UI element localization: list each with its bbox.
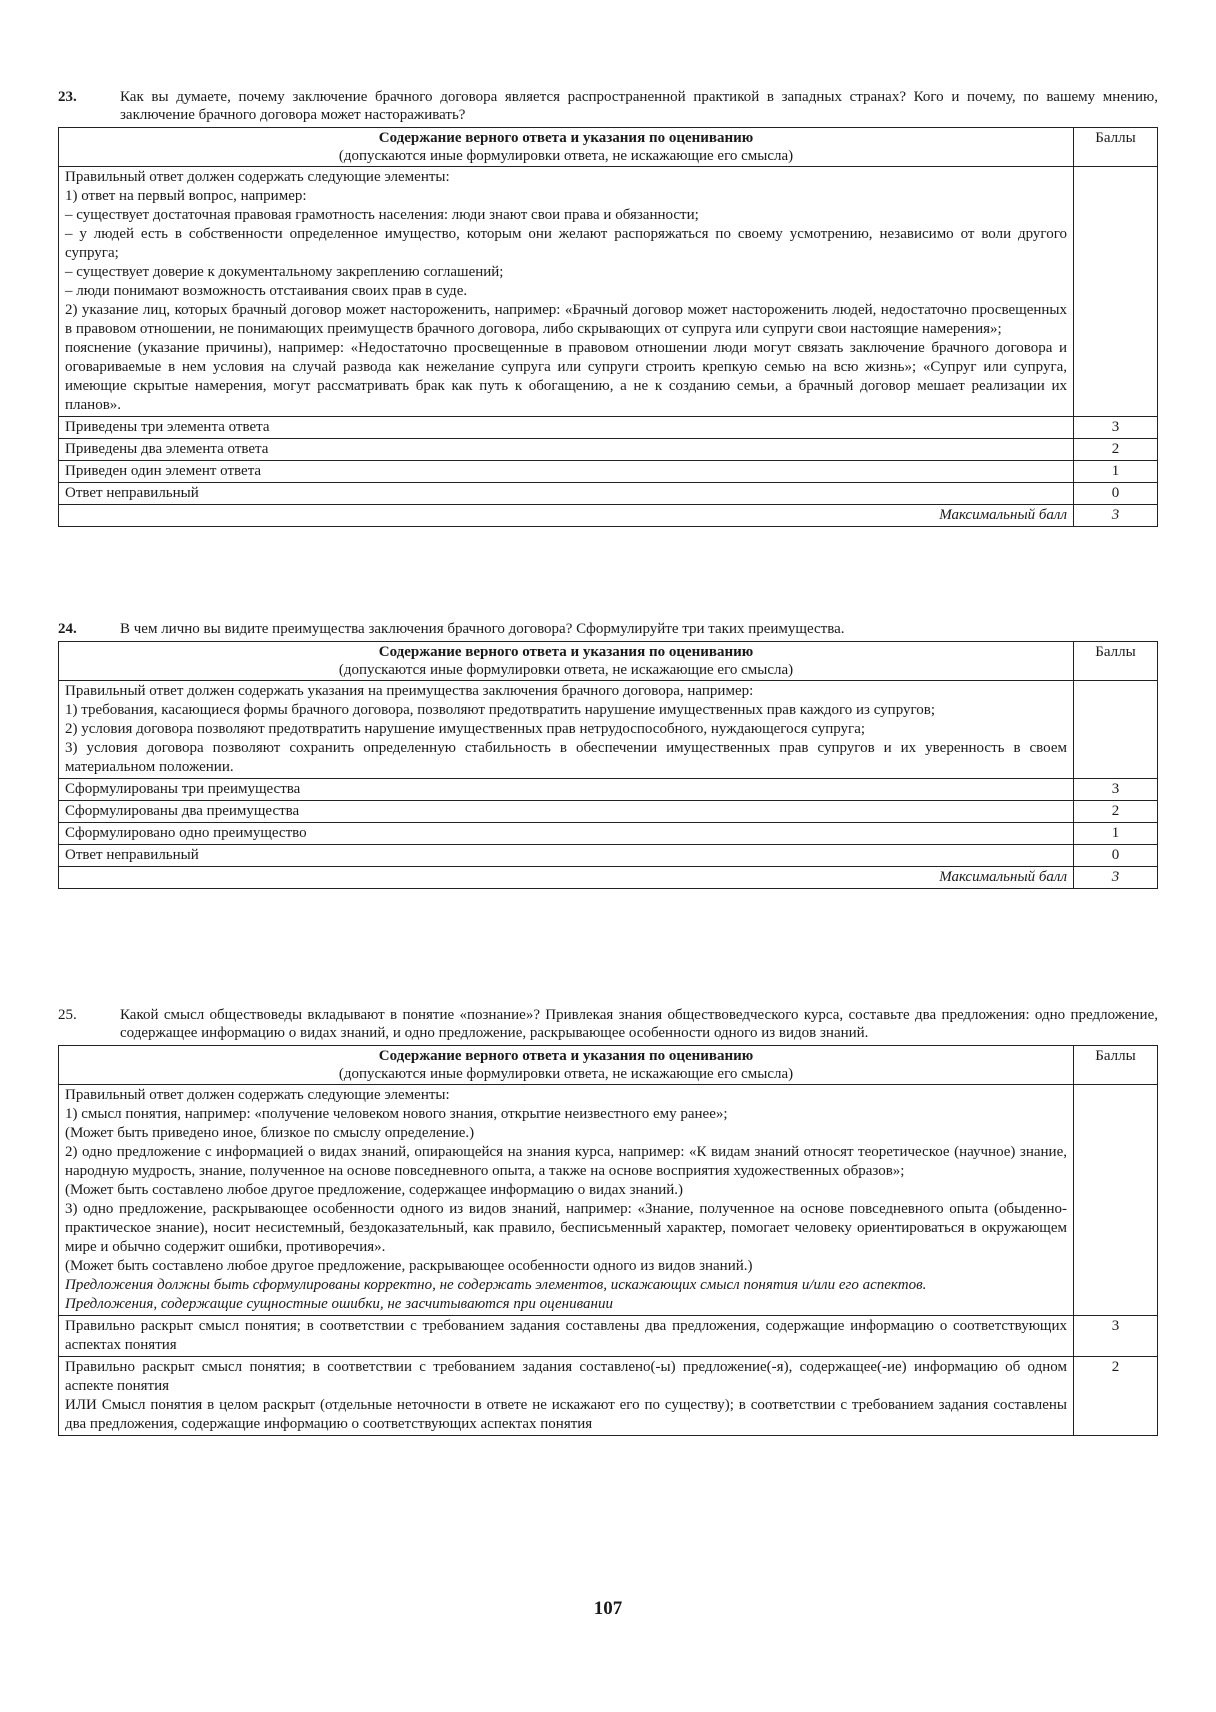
answer-line: (Может быть составлено любое другое предложение, раскрывающее особенности одного из видов знаний.) bbox=[65, 1258, 753, 1274]
criterion-score: 0 bbox=[1074, 483, 1158, 505]
answer-row bbox=[59, 681, 1158, 779]
question-25 bbox=[58, 1006, 1158, 1436]
points-header: Баллы bbox=[1074, 1046, 1158, 1085]
question-header bbox=[58, 88, 1158, 124]
max-score-label: Максимальный балл bbox=[59, 867, 1074, 889]
content-title: Содержание верного ответа и указания по оцениванию bbox=[378, 1048, 754, 1064]
content-note: (допускаются иные формулировки ответа, не искажающие его смысла) bbox=[338, 148, 794, 164]
answer-row bbox=[59, 1085, 1158, 1316]
answer-line: пояснение (указание причины), например: «Недостаточно просвещенные в правовом отношении люди могут связать заключение брачного договора и оговариваемые в нем условия на случай развода как нежелание супруга или супруги строить крепкую семью на всю жизнь»; «Супруг или супруга, имеющие скрытые намерения, могут рассматривать брак как путь к обогащению, а не к созданию семьи, а брачный договор мешает реализации их планов». bbox=[65, 340, 1067, 413]
criterion-score: 2 bbox=[1074, 439, 1158, 461]
criterion-row bbox=[59, 461, 1158, 483]
answer-line: 1) требования, касающиеся формы брачного договора, позволяют предотвратить нарушение имущественных прав каждого из супругов; bbox=[65, 702, 936, 718]
criterion-row bbox=[59, 417, 1158, 439]
criterion-score: 2 bbox=[1074, 801, 1158, 823]
question-number: 25. bbox=[58, 1007, 77, 1023]
answer-line: 1) смысл понятия, например: «получение человеком нового знания, открытие неизвестного ему ранее»; bbox=[65, 1106, 728, 1122]
criterion-label: Сформулировано одно преимущество bbox=[59, 823, 1074, 845]
criteria-table bbox=[58, 1045, 1158, 1436]
points-header: Баллы bbox=[1074, 642, 1158, 681]
answer-content bbox=[59, 167, 1074, 417]
answer-line: 3) условия договора позволяют сохранить определенную стабильность в обеспечении имущественных прав супругов и их уверенность в своем материальном положении. bbox=[65, 740, 1067, 775]
criterion-label: Приведены два элемента ответа bbox=[59, 439, 1074, 461]
criterion-row bbox=[59, 801, 1158, 823]
answer-line: – существует доверие к документальному закреплению соглашений; bbox=[65, 264, 504, 280]
answer-score-cell bbox=[1074, 1085, 1158, 1316]
criterion-label: Приведен один элемент ответа bbox=[59, 461, 1074, 483]
criterion-score: 3 bbox=[1074, 417, 1158, 439]
criterion-label: Правильно раскрыт смысл понятия; в соответствии с требованием задания составлены два предложения, содержащие информацию о соответствующих аспектах понятия bbox=[59, 1316, 1074, 1357]
criterion-label: Сформулированы два преимущества bbox=[59, 801, 1074, 823]
answer-line: – существует достаточная правовая грамотность населения: люди знают свои права и обязанности; bbox=[65, 207, 699, 223]
criterion-label: Сформулированы три преимущества bbox=[59, 779, 1074, 801]
criterion-score: 3 bbox=[1074, 1316, 1158, 1357]
table-header-row bbox=[59, 642, 1158, 681]
answer-line: 1) ответ на первый вопрос, например: bbox=[65, 188, 307, 204]
answer-line: 2) одно предложение с информацией о видах знаний, опирающейся на знания курса, например: «К видам знаний относят теоретическое (научное) знание, народную мудрость, знание, полученное на основе повседневного опыта, а также на основе восприятия художественных образов»; bbox=[65, 1144, 1067, 1179]
criterion-score: 0 bbox=[1074, 845, 1158, 867]
question-header bbox=[58, 620, 1158, 638]
answer-score-cell bbox=[1074, 167, 1158, 417]
question-text: Какой смысл обществоведы вкладывают в понятие «познание»? Привлекая знания обществоведческого курса, составьте два предложения: одно предложение, содержащее информацию о видах знаний, и одно предложение, раскрывающее особенности одного из видов знаний. bbox=[120, 1007, 1158, 1041]
criterion-label: Ответ неправильный bbox=[59, 845, 1074, 867]
answer-line: (Может быть приведено иное, близкое по смыслу определение.) bbox=[65, 1125, 475, 1141]
criterion-label: Ответ неправильный bbox=[59, 483, 1074, 505]
criterion-score: 1 bbox=[1074, 823, 1158, 845]
content-header bbox=[59, 128, 1074, 167]
answer-line: 3) одно предложение, раскрывающее особенности одного из видов знаний, например: «Знание, полученное на основе повседневного опыта (обыденно-практическое знание), носит несистемный, бездоказательный, как правило, бесписьменный характер, помогает человеку ориентироваться в окружающем мире и обычно содержит ошибки, противоречия». bbox=[65, 1201, 1067, 1255]
criteria-table bbox=[58, 127, 1158, 527]
max-score-row bbox=[59, 505, 1158, 527]
points-header: Баллы bbox=[1074, 128, 1158, 167]
content-header bbox=[59, 642, 1074, 681]
answer-line: 2) указание лиц, которых брачный договор может настороженить, например: «Брачный договор может настороженить людей, недостаточно просвещенных в правовом отношении, не понимающих преимуществ брачного договора, либо скрывающих от супруга или супруги свои настоящие намерения»; bbox=[65, 302, 1067, 337]
answer-line: – у людей есть в собственности определенное имущество, которым они желают распоряжаться по своему усмотрению, независимо от воли другого супруга; bbox=[65, 226, 1067, 261]
max-score-value: 3 bbox=[1074, 867, 1158, 889]
answer-line: 2) условия договора позволяют предотвратить нарушение имущественных прав нетрудоспособного, нуждающегося супруга; bbox=[65, 721, 866, 737]
content-note: (допускаются иные формулировки ответа, не искажающие его смысла) bbox=[338, 662, 794, 678]
question-header bbox=[58, 1006, 1158, 1042]
table-header-row bbox=[59, 128, 1158, 167]
criterion-row bbox=[59, 779, 1158, 801]
criterion-row bbox=[59, 823, 1158, 845]
criterion-label: Приведены три элемента ответа bbox=[59, 417, 1074, 439]
answer-note-italic: Предложения, содержащие сущностные ошибки, не засчитываются при оценивании bbox=[65, 1296, 613, 1312]
content-title: Содержание верного ответа и указания по оцениванию bbox=[378, 644, 754, 660]
answer-line: – люди понимают возможность отстаивания своих прав в суде. bbox=[65, 283, 468, 299]
answer-row bbox=[59, 167, 1158, 417]
criterion-score: 2 bbox=[1074, 1357, 1158, 1436]
question-number: 24. bbox=[58, 621, 77, 637]
answer-line: (Может быть составлено любое другое предложение, содержащее информацию о видах знаний.) bbox=[65, 1182, 684, 1198]
criterion-label: Правильно раскрыт смысл понятия; в соответствии с требованием задания составлено(-ы) предложение(-я), содержащее(-ие) информацию об одном аспекте понятия ИЛИ Смысл понятия в целом раскрыт (отдельные неточности в ответе не искажают его по существу); в соответствии с требованием задания составлены два предложения, содержащие информацию о соответствующих аспектах понятия bbox=[59, 1357, 1074, 1436]
page-number: 107 bbox=[593, 1598, 623, 1619]
answer-line: Правильный ответ должен содержать следующие элементы: bbox=[65, 1087, 450, 1103]
question-text: Как вы думаете, почему заключение брачного договора является распространенной практикой в западных странах? Кого и почему, по вашему мнению, заключение брачного договора может настораживать? bbox=[120, 89, 1158, 123]
answer-content bbox=[59, 1085, 1074, 1316]
answer-note-italic: Предложения должны быть сформулированы корректно, не содержать элементов, искажающих смысл понятия и/или его аспектов. bbox=[65, 1277, 927, 1293]
criterion-score: 3 bbox=[1074, 779, 1158, 801]
answer-line: Правильный ответ должен содержать указания на преимущества заключения брачного договора, например: bbox=[65, 683, 754, 699]
criterion-score: 1 bbox=[1074, 461, 1158, 483]
criteria-table bbox=[58, 641, 1158, 889]
criterion-row bbox=[59, 1316, 1158, 1357]
max-score-label: Максимальный балл bbox=[59, 505, 1074, 527]
criterion-row bbox=[59, 1357, 1158, 1436]
answer-content bbox=[59, 681, 1074, 779]
max-score-row bbox=[59, 867, 1158, 889]
max-score-value: 3 bbox=[1074, 505, 1158, 527]
criterion-row bbox=[59, 439, 1158, 461]
content-header bbox=[59, 1046, 1074, 1085]
question-number: 23. bbox=[58, 89, 77, 105]
question-23 bbox=[58, 88, 1158, 527]
question-24 bbox=[58, 620, 1158, 889]
table-header-row bbox=[59, 1046, 1158, 1085]
answer-line: Правильный ответ должен содержать следующие элементы: bbox=[65, 169, 450, 185]
content-title: Содержание верного ответа и указания по оцениванию bbox=[378, 130, 754, 146]
question-text: В чем лично вы видите преимущества заключения брачного договора? Сформулируйте три таких преимущества. bbox=[120, 621, 845, 637]
content-note: (допускаются иные формулировки ответа, не искажающие его смысла) bbox=[338, 1066, 794, 1082]
answer-score-cell bbox=[1074, 681, 1158, 779]
criterion-row bbox=[59, 845, 1158, 867]
criterion-row bbox=[59, 483, 1158, 505]
